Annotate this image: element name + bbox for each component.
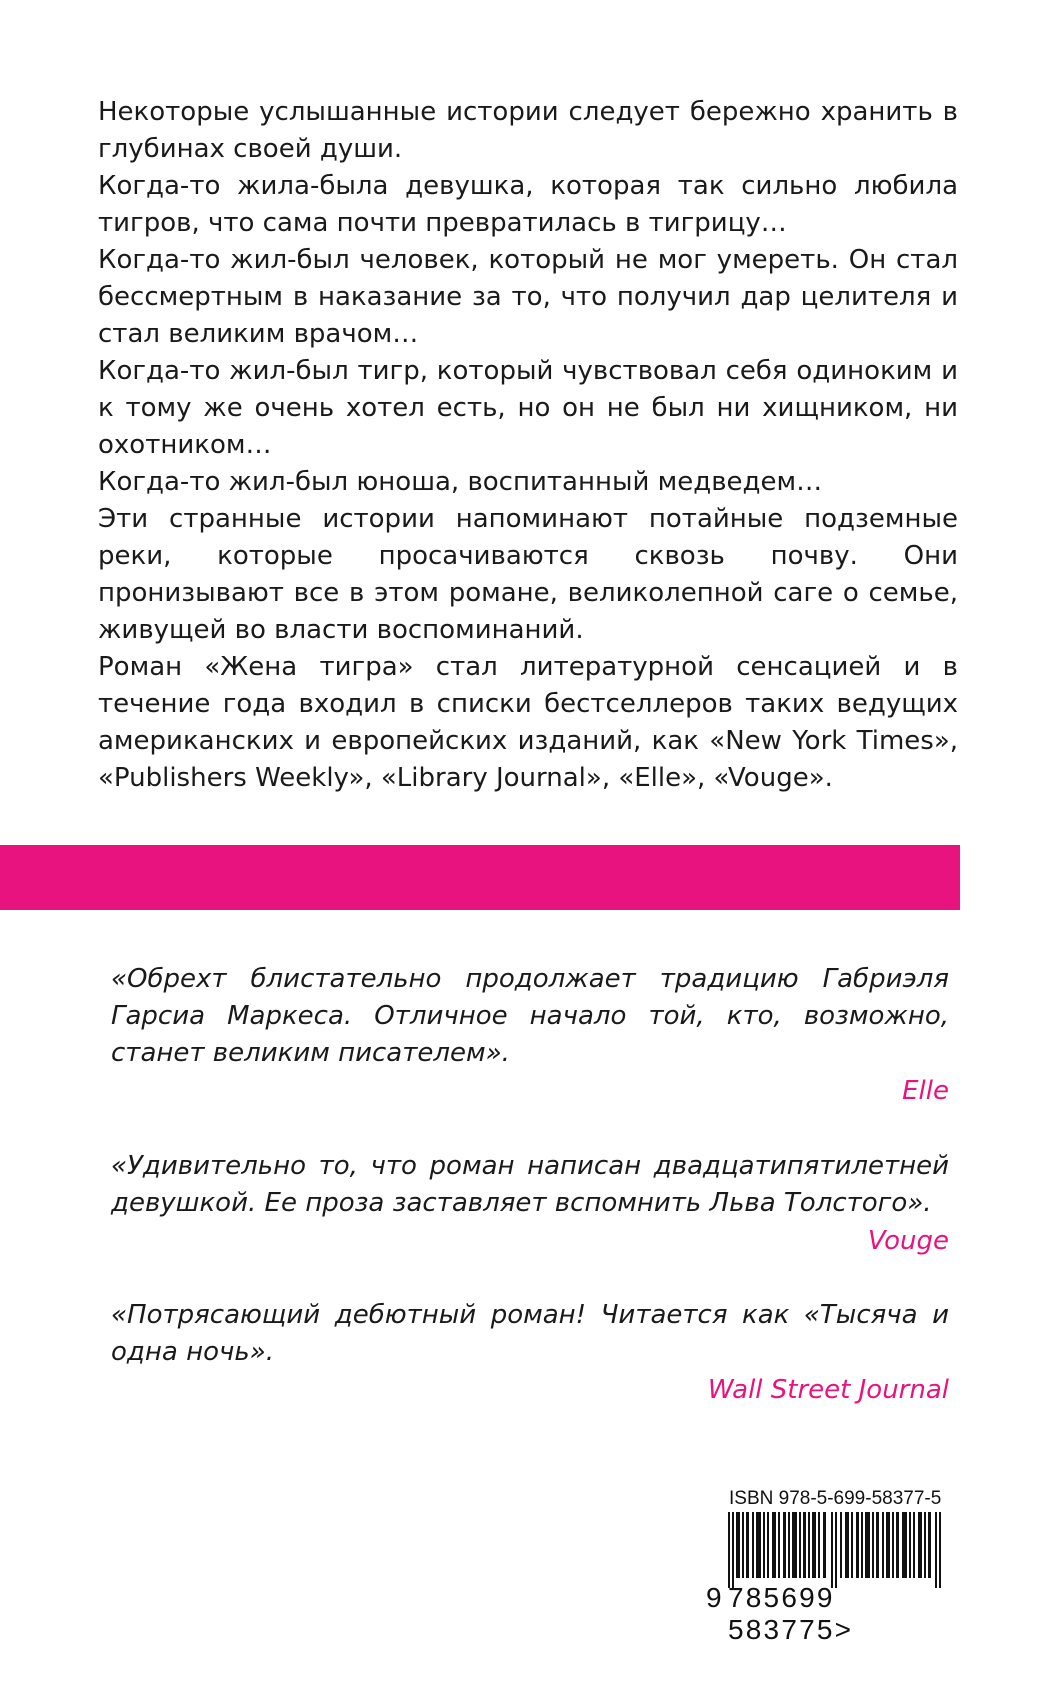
accent-band xyxy=(0,845,960,910)
review-source: Wall Street Journal xyxy=(707,1375,949,1405)
review-quote: «Обрехт блистательно продолжает традицию Габриэля Гарсиа Маркеса. Отличное начало той, кто, возможно, станет великим писателем». xyxy=(111,964,949,1068)
blurb-paragraph-3: Когда-то жил-был человек, который не мог умереть. Он стал бессмертным в наказание за то, что получил дар целителя и стал великим врачом… xyxy=(98,245,958,349)
isbn-block xyxy=(706,1488,966,1645)
isbn-label: ISBN 978-5-699-58377-5 xyxy=(729,1488,942,1509)
blurb-paragraph-2: Когда-то жила-была девушка, которая так сильно любила тигров, что сама почти превратилась в тигрицу… xyxy=(98,171,958,238)
review-quote: «Удивительно то, что роман написан двадцатипятилетней девушкой. Ее проза заставляет вспомнить Льва Толстого». xyxy=(111,1151,949,1218)
barcode-icon xyxy=(728,1512,946,1588)
barcode-lead-digit: 9 xyxy=(706,1582,722,1613)
review-vouge xyxy=(111,1148,949,1260)
barcode-quiet-mark: > xyxy=(834,1614,854,1645)
review-source: Elle xyxy=(902,1076,949,1106)
blurb-paragraph-6: Эти странные истории напоминают потайные подземные реки, которые просачиваются сквозь почву. Они пронизывают все в этом романе, великолепной саге о семье, живущей во власти воспоминаний. xyxy=(98,504,958,645)
blurb-paragraph-4: Когда-то жил-был тигр, который чувствовал себя одиноким и к тому же очень хотел есть, но он не был ни хищником, ни охотником… xyxy=(98,356,958,460)
blurb-paragraph-1: Некоторые услышанные истории следует бережно хранить в глубинах своей души. xyxy=(98,97,958,164)
review-elle xyxy=(111,961,949,1110)
blurb-paragraph-5: Когда-то жил-был юноша, воспитанный медведем… xyxy=(98,467,823,497)
review-quote: «Потрясающий дебютный роман! Читается как «Тысяча и одна ночь». xyxy=(111,1300,949,1367)
barcode-digits xyxy=(728,1582,966,1646)
barcode-digit-groups: 785699 583775 xyxy=(728,1582,835,1645)
review-source: Vouge xyxy=(867,1226,949,1256)
review-wsj xyxy=(111,1297,949,1409)
blurb-paragraph-7: Роман «Жена тигра» стал литературной сенсацией и в течение года входил в списки бестселлеров таких ведущих американских и европейских изданий, как «New York Times», «Publishers Weekly», «Library Journal», «Elle», «Vouge». xyxy=(98,652,958,793)
annotation-text xyxy=(98,94,958,797)
